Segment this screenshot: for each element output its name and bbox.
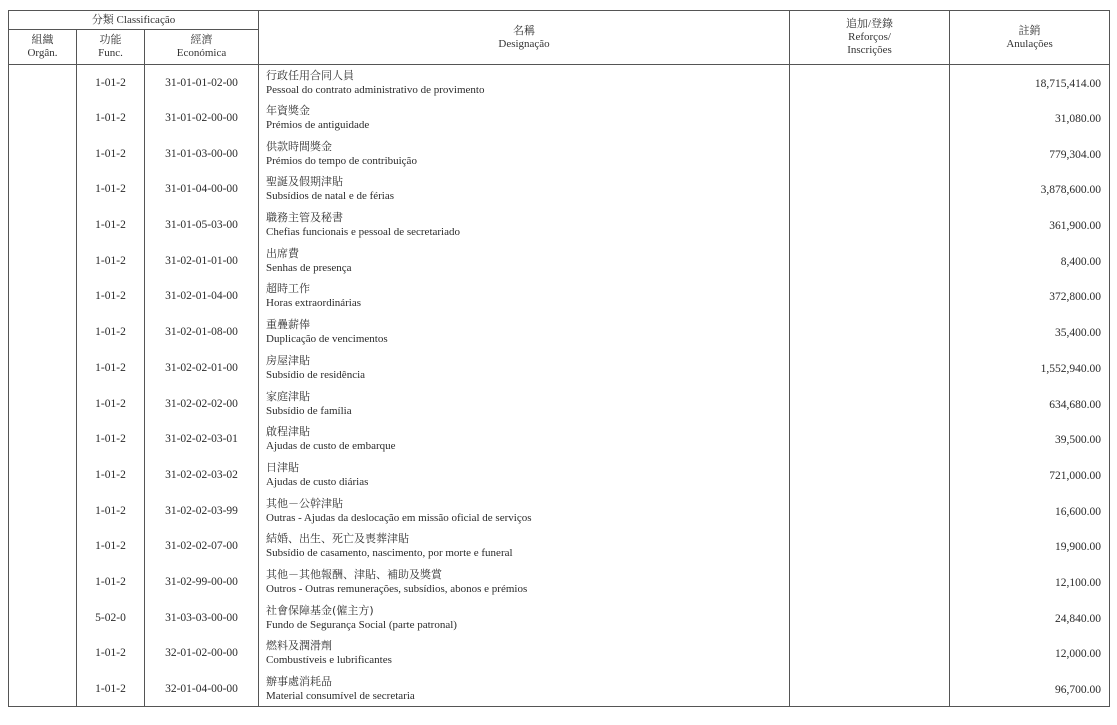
economic-header: 經濟 Económica (145, 30, 259, 65)
designation-pt: Ajudas de custo diárias (266, 475, 369, 488)
designation-zh: 其他－其他報酬、津貼、補助及獎賞 (266, 567, 443, 581)
table-row (9, 493, 1110, 529)
organ-cell (9, 65, 77, 101)
func-code: 1-01-2 (77, 314, 145, 350)
designation-zh: 年資獎金 (266, 104, 311, 118)
anulacao-value: 96,700.00 (950, 671, 1110, 707)
economic-code: 31-02-01-04-00 (145, 279, 259, 315)
designation-zh: 供款時間獎金 (266, 139, 333, 153)
table-row (9, 136, 1110, 172)
designation-zh: 結婚、出生、死亡及喪葬津貼 (266, 532, 410, 546)
economic-code: 31-01-05-03-00 (145, 207, 259, 243)
economic-code: 31-01-02-00-00 (145, 100, 259, 136)
reforcos-cell (790, 493, 950, 529)
reforcos-cell (790, 100, 950, 136)
func-code: 1-01-2 (77, 243, 145, 279)
budget-table (8, 10, 1110, 707)
table-body (9, 65, 1110, 707)
anulacao-value: 721,000.00 (950, 457, 1110, 493)
table-row (9, 636, 1110, 672)
designation-cell (259, 600, 790, 636)
designation-cell (259, 100, 790, 136)
economic-code: 32-01-04-00-00 (145, 671, 259, 707)
anulacao-value: 3,878,600.00 (950, 172, 1110, 208)
table-row (9, 564, 1110, 600)
organ-cell (9, 636, 77, 672)
designation-cell (259, 386, 790, 422)
organ-cell (9, 243, 77, 279)
designation-zh: 日津貼 (266, 460, 300, 474)
designation-pt: Combustíveis e lubrificantes (266, 654, 392, 667)
designation-zh: 辦事處消耗品 (266, 674, 333, 688)
designation-cell (259, 314, 790, 350)
designation-pt: Prémios do tempo de contribuição (266, 154, 417, 167)
designation-zh: 職務主管及秘書 (266, 211, 344, 225)
economic-code: 31-02-01-01-00 (145, 243, 259, 279)
designation-cell (259, 636, 790, 672)
economic-code: 31-02-01-08-00 (145, 314, 259, 350)
classification-header: 分類 Classificação (9, 11, 259, 30)
reforcos-cell (790, 528, 950, 564)
organ-cell (9, 528, 77, 564)
table-row (9, 279, 1110, 315)
designation-cell (259, 350, 790, 386)
func-code: 1-01-2 (77, 671, 145, 707)
designation-pt: Pessoal do contrato administrativo de provimento (266, 83, 485, 96)
designation-cell (259, 421, 790, 457)
organ-cell (9, 279, 77, 315)
anulacao-value: 12,000.00 (950, 636, 1110, 672)
designation-pt: Subsídios de natal e de férias (266, 190, 395, 203)
func-code: 1-01-2 (77, 350, 145, 386)
designation-pt: Horas extraordinárias (266, 297, 362, 310)
economic-code: 31-02-02-01-00 (145, 350, 259, 386)
func-code: 1-01-2 (77, 207, 145, 243)
anulacao-value: 12,100.00 (950, 564, 1110, 600)
table-row (9, 671, 1110, 707)
economic-code: 31-02-99-00-00 (145, 564, 259, 600)
reforcos-cell (790, 65, 950, 101)
designation-pt: Subsídio de residência (266, 368, 366, 381)
reforcos-cell (790, 314, 950, 350)
anulacao-value: 372,800.00 (950, 279, 1110, 315)
organ-cell (9, 100, 77, 136)
table-row (9, 243, 1110, 279)
table-row (9, 65, 1110, 101)
organ-cell (9, 600, 77, 636)
anulacao-value: 361,900.00 (950, 207, 1110, 243)
designation-pt: Subsídio de família (266, 404, 352, 417)
organ-cell (9, 421, 77, 457)
reforcos-cell (790, 172, 950, 208)
designation-cell (259, 136, 790, 172)
anulacao-value: 634,680.00 (950, 386, 1110, 422)
reforcos-cell (790, 600, 950, 636)
table-row (9, 207, 1110, 243)
func-code: 1-01-2 (77, 172, 145, 208)
economic-code: 31-02-02-03-01 (145, 421, 259, 457)
economic-code: 31-02-02-03-02 (145, 457, 259, 493)
organ-cell (9, 671, 77, 707)
designation-pt: Ajudas de custo de embarque (266, 440, 396, 453)
table-row (9, 528, 1110, 564)
designation-cell (259, 172, 790, 208)
designation-zh: 行政任用合同人員 (266, 68, 355, 82)
economic-code: 31-02-02-03-99 (145, 493, 259, 529)
table-header (9, 11, 1110, 65)
designation-pt: Duplicação de vencimentos (266, 333, 388, 346)
economic-code: 31-01-03-00-00 (145, 136, 259, 172)
func-code: 1-01-2 (77, 421, 145, 457)
anulacao-value: 35,400.00 (950, 314, 1110, 350)
budget-table-page (8, 10, 1109, 716)
anulacao-value: 19,900.00 (950, 528, 1110, 564)
func-code: 1-01-2 (77, 136, 145, 172)
reforcos-cell (790, 386, 950, 422)
designation-zh: 超時工作 (266, 282, 311, 296)
designation-header: 名稱 Designação (259, 11, 790, 65)
func-code: 1-01-2 (77, 279, 145, 315)
table-row (9, 350, 1110, 386)
reforcos-cell (790, 207, 950, 243)
anulacao-value: 39,500.00 (950, 421, 1110, 457)
reforcos-cell (790, 457, 950, 493)
designation-zh: 重疊薪俸 (266, 318, 311, 332)
anulacao-value: 779,304.00 (950, 136, 1110, 172)
anulacao-value: 18,715,414.00 (950, 65, 1110, 101)
designation-cell (259, 243, 790, 279)
designation-zh: 家庭津貼 (266, 389, 311, 403)
organ-cell (9, 136, 77, 172)
reforcos-cell (790, 421, 950, 457)
func-code: 5-02-0 (77, 600, 145, 636)
reforcos-cell (790, 279, 950, 315)
designation-cell (259, 65, 790, 101)
organ-cell (9, 350, 77, 386)
designation-pt: Subsídio de casamento, nascimento, por morte e funeral (266, 547, 513, 560)
func-code: 1-01-2 (77, 528, 145, 564)
economic-code: 31-01-04-00-00 (145, 172, 259, 208)
designation-zh: 聖誕及假期津貼 (266, 175, 344, 189)
func-code: 1-01-2 (77, 386, 145, 422)
table-row (9, 314, 1110, 350)
designation-pt: Outras - Ajudas da deslocação em missão oficial de serviços (266, 511, 532, 524)
organ-cell (9, 564, 77, 600)
organ-cell (9, 172, 77, 208)
designation-pt: Senhas de presença (266, 261, 352, 274)
table-row (9, 600, 1110, 636)
func-header: 功能 Func. (77, 30, 145, 65)
organ-cell (9, 314, 77, 350)
economic-code: 31-02-02-07-00 (145, 528, 259, 564)
designation-pt: Chefias funcionais e pessoal de secretariado (266, 226, 460, 239)
economic-code: 31-03-03-00-00 (145, 600, 259, 636)
func-code: 1-01-2 (77, 100, 145, 136)
designation-pt: Material consumível de secretaria (266, 689, 415, 702)
designation-zh: 燃料及潤滑劑 (266, 639, 333, 653)
reforcos-cell (790, 350, 950, 386)
designation-cell (259, 457, 790, 493)
table-row (9, 172, 1110, 208)
table-row (9, 457, 1110, 493)
reforcos-cell (790, 564, 950, 600)
anulacao-value: 1,552,940.00 (950, 350, 1110, 386)
designation-pt: Outros - Outras remunerações, subsídios, abonos e prémios (266, 582, 528, 595)
table-row (9, 100, 1110, 136)
func-code: 1-01-2 (77, 65, 145, 101)
designation-zh: 啟程津貼 (266, 425, 311, 439)
table-row (9, 386, 1110, 422)
func-code: 1-01-2 (77, 564, 145, 600)
organ-cell (9, 493, 77, 529)
designation-cell (259, 207, 790, 243)
anulacoes-header: 註銷 Anulações (950, 11, 1110, 65)
func-code: 1-01-2 (77, 636, 145, 672)
organ-cell (9, 457, 77, 493)
anulacao-value: 31,080.00 (950, 100, 1110, 136)
economic-code: 31-01-01-02-00 (145, 65, 259, 101)
anulacao-value: 24,840.00 (950, 600, 1110, 636)
economic-code: 32-01-02-00-00 (145, 636, 259, 672)
anulacao-value: 8,400.00 (950, 243, 1110, 279)
designation-pt: Fundo de Segurança Social (parte patronal) (266, 618, 457, 631)
designation-zh: 出席費 (266, 246, 300, 260)
table-row (9, 421, 1110, 457)
reforcos-header: 追加/登錄 Reforços/ Inscrições (790, 11, 950, 65)
designation-cell (259, 279, 790, 315)
reforcos-cell (790, 671, 950, 707)
reforcos-cell (790, 636, 950, 672)
organ-cell (9, 207, 77, 243)
designation-cell (259, 671, 790, 707)
designation-cell (259, 564, 790, 600)
designation-zh: 房屋津貼 (266, 353, 311, 367)
reforcos-cell (790, 243, 950, 279)
func-code: 1-01-2 (77, 493, 145, 529)
reforcos-cell (790, 136, 950, 172)
designation-pt: Prémios de antiguidade (266, 119, 370, 132)
organ-cell (9, 386, 77, 422)
anulacao-value: 16,600.00 (950, 493, 1110, 529)
designation-zh: 其他－公幹津貼 (266, 496, 344, 510)
designation-cell (259, 493, 790, 529)
designation-zh: 社會保障基金(僱主方) (266, 603, 374, 617)
organ-header: 組織 Orgân. (9, 30, 77, 65)
designation-cell (259, 528, 790, 564)
func-code: 1-01-2 (77, 457, 145, 493)
economic-code: 31-02-02-02-00 (145, 386, 259, 422)
